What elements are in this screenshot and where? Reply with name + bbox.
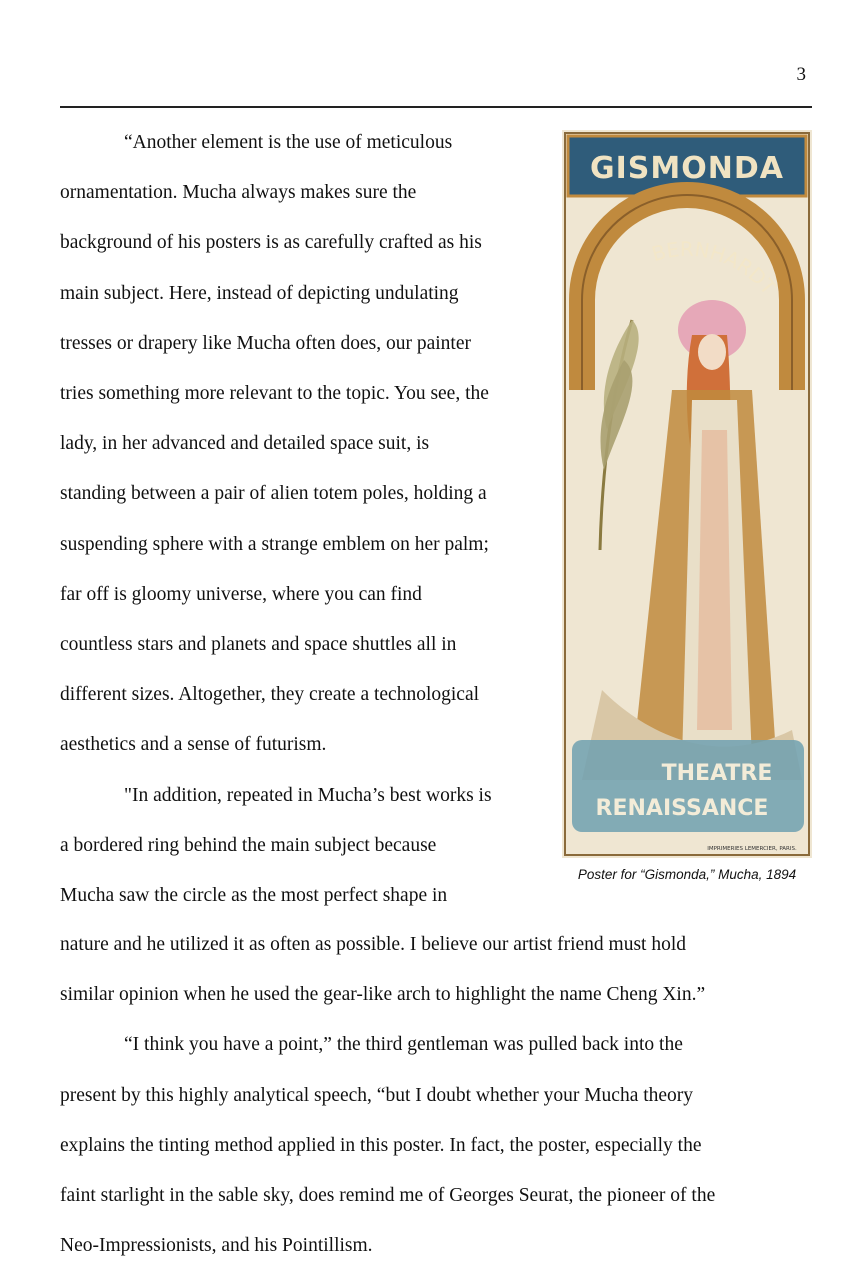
poster-face: [698, 334, 726, 370]
text-line: ornamentation. Mucha always makes sure the: [60, 182, 417, 204]
text-line: tresses or drapery like Mucha often does, our painter: [60, 332, 471, 354]
text-line: Mucha saw the circle as the most perfect shape in: [60, 885, 448, 907]
paragraph-ornamentation: [60, 118, 550, 771]
wrapped-text-column: [60, 118, 550, 921]
gismonda-poster-image: [562, 130, 812, 858]
text-line: “Another element is the use of meticulous: [124, 132, 453, 153]
text-line: similar opinion when he used the gear-like arch to highlight the name Cheng Xin.”: [60, 984, 706, 1006]
poster-printer-text: IMPRIMERIES LEMERCIER, PARIS.: [707, 846, 797, 852]
text-line: tries something more relevant to the topic. You see, the: [60, 383, 489, 405]
text-line: present by this highly analytical speech, “but I doubt whether your Mucha theory: [60, 1084, 694, 1106]
text-line: faint starlight in the sable sky, does remind me of Georges Seurat, the pioneer of the: [60, 1185, 716, 1207]
text-line: explains the tinting method applied in this poster. In fact, the poster, especially the: [60, 1134, 702, 1156]
text-line: background of his posters is as carefully crafted as his: [60, 232, 482, 254]
poster-robe-pattern: [697, 430, 732, 730]
text-line: Neo-Impressionists, and his Pointillism.: [60, 1235, 373, 1257]
text-line: countless stars and planets and space shuttles all in: [60, 634, 457, 656]
text-line: "In addition, repeated in Mucha’s best works is: [124, 784, 492, 806]
full-width-text: [60, 920, 820, 1271]
text-line: nature and he utilized it as often as possible. I believe our artist friend must hold: [60, 934, 686, 955]
text-line: different sizes. Altogether, they create a technological: [60, 684, 480, 706]
poster-title-text: GISMONDA: [590, 151, 784, 186]
text-line: main subject. Here, instead of depicting undulating: [60, 282, 459, 304]
text-line: “I think you have a point,” the third gentleman was pulled back into the: [124, 1034, 683, 1056]
poster-arch-text: BERNHARDT: [648, 236, 781, 300]
text-line: far off is gloomy universe, where you can find: [60, 583, 422, 605]
poster-caption: Poster for “Gismonda,” Mucha, 1894: [577, 867, 797, 882]
paragraph-ring: [60, 771, 550, 922]
text-line: a bordered ring behind the main subject because: [60, 834, 437, 856]
paragraph-third-gentleman: [60, 1020, 820, 1271]
poster-theatre-line2: RENAISSANCE: [595, 796, 769, 821]
header-rule: [60, 106, 812, 108]
text-line: aesthetics and a sense of futurism.: [60, 734, 327, 756]
text-line: standing between a pair of alien totem poles, holding a: [60, 483, 487, 505]
poster-theatre-line1: THEATRE: [661, 761, 773, 786]
poster-figure: [562, 130, 812, 882]
text-line: lady, in her advanced and detailed space suit, is: [60, 433, 430, 455]
paragraph-ring-continued: [60, 920, 820, 1020]
page-number: 3: [796, 64, 806, 85]
poster-theatre-line3: [811, 775, 812, 805]
text-line: suspending sphere with a strange emblem on her palm;: [60, 533, 489, 555]
